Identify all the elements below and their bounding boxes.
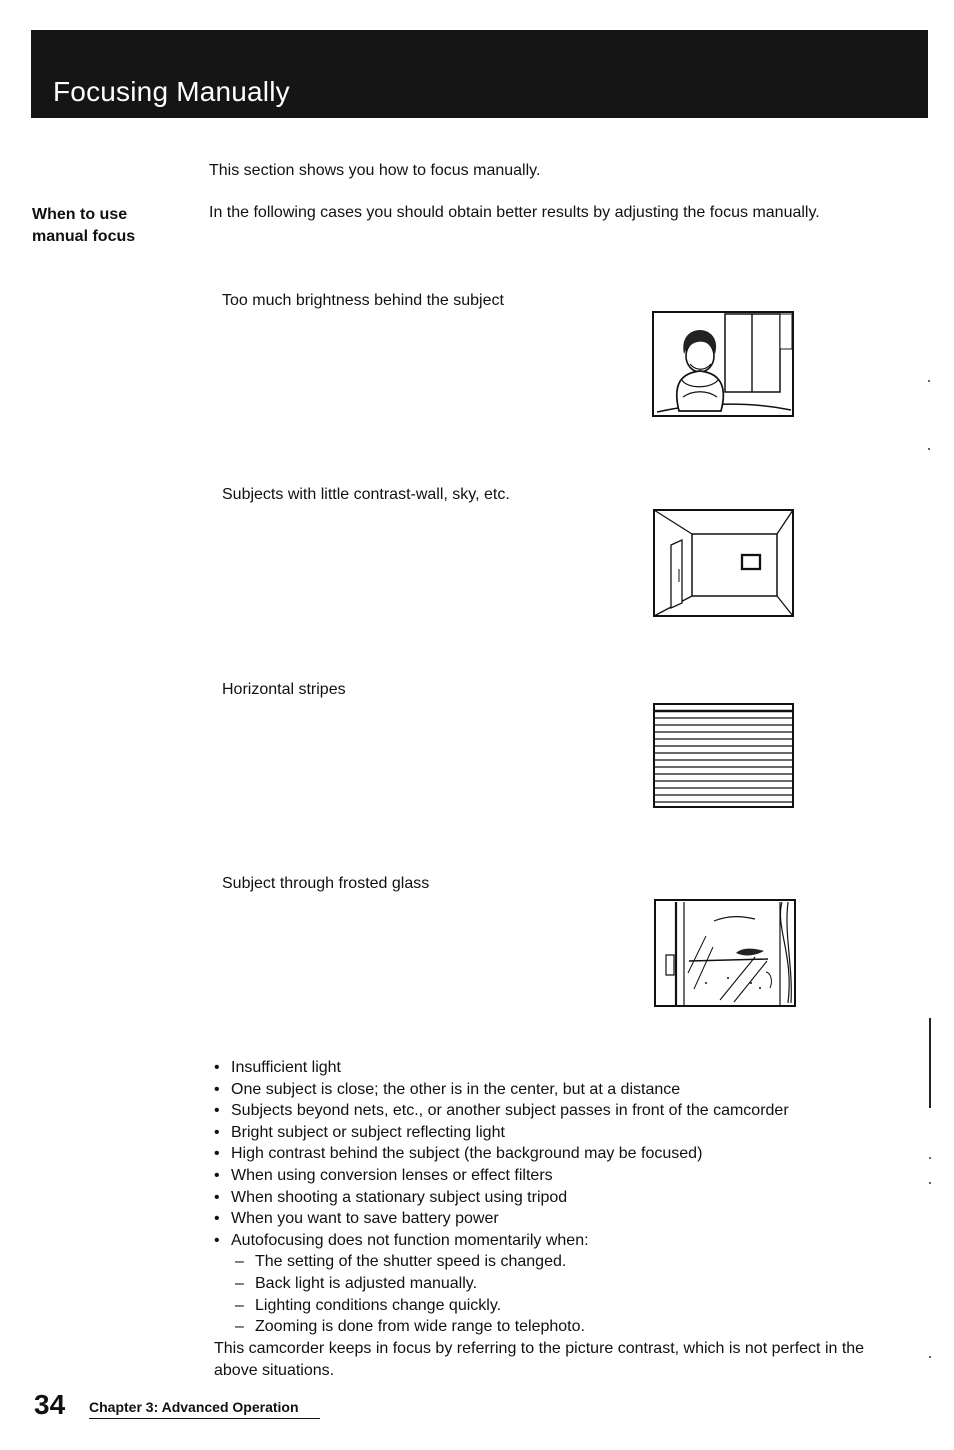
case-label-stripes: Horizontal stripes xyxy=(222,681,346,698)
intro-text: This section shows you how to focus manually. xyxy=(209,162,541,179)
case-label-low-contrast: Subjects with little contrast-wall, sky, etc. xyxy=(222,486,510,503)
subcondition-item: – Back light is adjusted manually. xyxy=(231,1273,904,1295)
subcondition-item: – Zooming is done from wide range to telephoto. xyxy=(231,1316,904,1338)
condition-item: • Insufficient light xyxy=(214,1057,904,1079)
scan-mark xyxy=(929,1182,931,1184)
closing-text: This camcorder keeps in focus by referring to the picture contrast, which is not perfect in the above situations. xyxy=(214,1340,865,1379)
section-header-bar xyxy=(31,30,928,118)
backlit-subject-illustration xyxy=(652,311,795,418)
horizontal-stripes-illustration xyxy=(653,703,795,809)
condition-item-text: Autofocusing does not function momentarily when: xyxy=(231,1231,589,1249)
page-edge-rule xyxy=(929,1018,931,1108)
condition-item: • Subjects beyond nets, etc., or another subject passes in front of the camcorder xyxy=(214,1100,904,1122)
empty-room-illustration xyxy=(653,509,795,617)
page-title: Focusing Manually xyxy=(53,76,290,107)
condition-item: • When using conversion lenses or effect filters xyxy=(214,1165,904,1187)
scan-mark xyxy=(928,380,930,382)
case-label-backlight: Too much brightness behind the subject xyxy=(222,292,504,309)
condition-item: • When shooting a stationary subject using tripod xyxy=(214,1187,904,1209)
conditions-list xyxy=(214,1057,904,1338)
side-heading-text: When to use manual focus xyxy=(32,206,136,245)
condition-item: • When you want to save battery power xyxy=(214,1208,904,1230)
condition-item-autofocus xyxy=(214,1230,904,1338)
page-number: 34 xyxy=(34,1389,66,1420)
subcondition-item: – The setting of the shutter speed is changed. xyxy=(231,1251,904,1273)
side-heading xyxy=(32,204,182,248)
condition-item: • One subject is close; the other is in the center, but at a distance xyxy=(214,1079,904,1101)
scan-mark xyxy=(929,1356,931,1358)
chapter-underline xyxy=(89,1418,320,1419)
frosted-glass-illustration xyxy=(654,899,797,1008)
scan-mark xyxy=(929,1157,931,1159)
scan-mark xyxy=(928,448,930,450)
condition-item: • High contrast behind the subject (the background may be focused) xyxy=(214,1143,904,1165)
subcondition-item: – Lighting conditions change quickly. xyxy=(231,1295,904,1317)
case-label-frosted-glass: Subject through frosted glass xyxy=(222,875,430,892)
lead-text: In the following cases you should obtain better results by adjusting the focus manually. xyxy=(209,204,820,221)
subconditions-list xyxy=(231,1251,904,1337)
chapter-title: Chapter 3: Advanced Operation xyxy=(89,1399,299,1415)
condition-item: • Bright subject or subject reflecting light xyxy=(214,1122,904,1144)
